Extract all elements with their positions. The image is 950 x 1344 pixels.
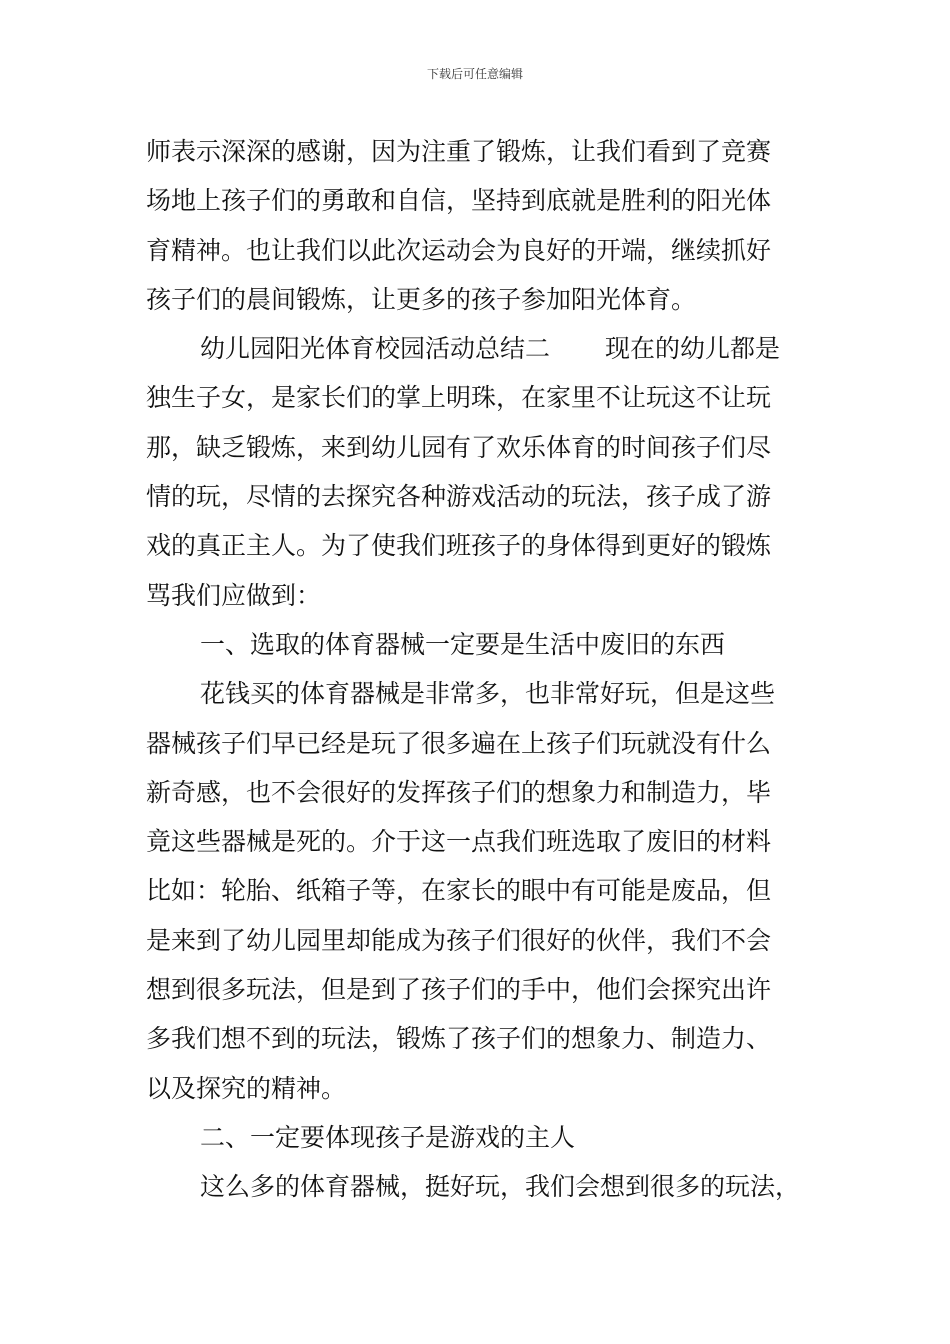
section-heading-line: [146, 324, 816, 373]
text-line: 孩子们的晨间锻炼，让更多的孩子参加阳光体育。: [146, 284, 697, 314]
text-line: 那，缺乏锻炼，来到幼儿园有了欢乐体育的时间孩子们尽: [146, 432, 772, 462]
text-line: 以及探究的精神。: [146, 1073, 347, 1103]
text-line: 竟这些器械是死的。介于这一点我们班选取了废旧的材料: [146, 827, 772, 857]
subheading-2: 二、一定要体现孩子是游戏的主人: [200, 1122, 576, 1152]
text-line: 是来到了幼儿园里却能成为孩子们很好的伙伴，我们不会: [146, 925, 772, 955]
text-line: 器械孩子们早已经是玩了很多遍在上孩子们玩就没有什么: [146, 728, 772, 758]
text-line: 育精神。也让我们以此次运动会为良好的开端，继续抓好: [146, 235, 772, 265]
text-line: 戏的真正主人。为了使我们班孩子的身体得到更好的锻炼: [146, 531, 772, 561]
document-body: [146, 127, 816, 1212]
text-line: 花钱买的体育器械是非常多，也非常好玩，但是这些: [200, 679, 776, 709]
section-title: 幼儿园阳光体育校园活动总结二: [200, 334, 551, 364]
page-header-note: 下载后可任意编辑: [426, 67, 523, 81]
text-line: 多我们想不到的玩法，锻炼了孩子们的想象力、制造力、: [146, 1024, 772, 1054]
text-line: 独生子女，是家长们的掌上明珠，在家里不让玩这不让玩: [146, 383, 772, 413]
text-line: 情的玩，尽情的去探究各种游戏活动的玩法，孩子成了游: [146, 482, 772, 512]
paragraph-start: 现在的幼儿都是: [605, 334, 781, 364]
text-line: 这么多的体育器械，挺好玩，我们会想到很多的玩法，: [200, 1172, 801, 1202]
text-line: 新奇感，也不会很好的发挥孩子们的想象力和制造力，毕: [146, 777, 772, 807]
text-line: 想到很多玩法，但是到了孩子们的手中，他们会探究出许: [146, 975, 772, 1005]
text-line: 场地上孩子们的勇敢和自信，坚持到底就是胜利的阳光体: [146, 186, 772, 216]
text-line: 骂我们应做到：: [146, 580, 322, 610]
subheading-1: 一、选取的体育器械一定要是生活中废旧的东西: [200, 629, 726, 659]
text-line: 比如：轮胎、纸箱子等，在家长的眼中有可能是废品，但: [146, 876, 772, 906]
text-line: 师表示深深的感谢，因为注重了锻炼，让我们看到了竞赛: [146, 137, 772, 166]
